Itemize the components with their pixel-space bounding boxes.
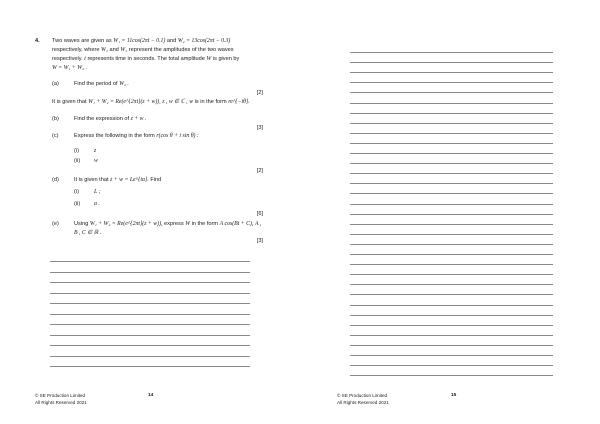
part-b-math: z + w . — [130, 116, 147, 122]
answer-line — [350, 143, 553, 144]
part-b-label: (b) — [52, 116, 59, 122]
footer-copyright: © SE Production Limited — [35, 393, 86, 398]
answer-line — [350, 52, 553, 53]
intro-text: Two waves are given as — [52, 38, 112, 44]
given-statement — [52, 99, 250, 106]
total-amplitude-formula: W = W₁ + W₂ . — [52, 65, 88, 71]
answer-line — [350, 335, 553, 336]
part-e-label: (e) — [52, 221, 59, 227]
intro-line-4 — [52, 65, 87, 72]
given-form: re^{−iθ}. — [228, 99, 250, 105]
right-page — [300, 0, 600, 424]
answer-line — [50, 282, 250, 283]
part-c-ii-math: w — [94, 158, 98, 164]
intro-text: and — [166, 38, 177, 44]
given-text: is in the form — [194, 99, 227, 105]
part-e-w: W — [185, 221, 191, 227]
intro-text: respectively, where — [52, 47, 100, 53]
part-c-label: (c) — [52, 133, 59, 139]
answer-line — [50, 366, 250, 367]
answer-line — [350, 284, 553, 285]
part-e-prompt: Using — [74, 221, 89, 227]
answer-line — [50, 303, 250, 304]
answer-line — [350, 214, 553, 215]
answer-line — [350, 274, 553, 275]
answer-line — [350, 113, 553, 114]
part-c-math: r(cos θ + i sin θ) : — [156, 133, 199, 139]
answer-line — [350, 173, 553, 174]
part-e-text — [74, 221, 261, 228]
answer-line — [50, 335, 250, 336]
answer-line — [350, 72, 553, 73]
answer-line — [350, 345, 553, 346]
part-e-form: A cos(Bt + C), — [219, 221, 254, 227]
part-d-text — [74, 177, 161, 184]
part-c-i-label: (i) — [74, 148, 79, 154]
part-d-i-label: (i) — [74, 189, 79, 195]
part-c-marks: [2] — [256, 168, 263, 174]
intro-line-2 — [52, 47, 234, 54]
answer-line — [350, 92, 553, 93]
w2-formula: W₂ = 13cos(2πt − 0.3) — [177, 38, 231, 44]
part-d-label: (d) — [52, 177, 59, 183]
part-d-i-math: L ; — [94, 189, 101, 195]
answer-line — [350, 62, 553, 63]
part-e-math: W₁ + W₂ = Re(e^{2πt}(z + w)), — [89, 221, 163, 227]
part-c-i-math: z — [94, 148, 97, 154]
part-e-domain: B , C ∈ ℝ . — [74, 230, 102, 236]
w1-symbol: W₁ — [101, 47, 108, 53]
answer-line — [350, 315, 553, 316]
answer-line — [350, 163, 553, 164]
answer-line — [350, 123, 553, 124]
answer-line — [350, 264, 553, 265]
intro-text: is given by — [212, 56, 240, 62]
answer-line — [50, 272, 250, 273]
part-e-express: express — [164, 221, 184, 227]
answer-line — [350, 325, 553, 326]
answer-line — [350, 294, 553, 295]
answer-line — [350, 305, 553, 306]
footer-rights: All Rights Reserved 2021 — [35, 400, 87, 405]
t-symbol: t — [84, 56, 86, 62]
intro-text: represent the amplitudes of the two waves — [128, 47, 234, 53]
intro-text: represents time in seconds. The total amplitude — [87, 56, 205, 62]
part-a-prompt: Find the period of — [74, 81, 118, 87]
part-b-marks: [3] — [256, 125, 263, 131]
answer-line — [350, 254, 553, 255]
part-e-marks: [3] — [256, 238, 263, 244]
footer-rights: All Rights Reserved 2021 — [337, 400, 389, 405]
answer-line — [350, 133, 553, 134]
answer-line — [350, 365, 553, 366]
part-a-text — [74, 81, 129, 88]
given-w: w — [189, 99, 194, 105]
part-c-ii-label: (ii) — [74, 158, 81, 164]
part-d-find: Find — [150, 177, 162, 183]
question-number: 4. — [35, 38, 40, 44]
intro-line-3 — [52, 56, 239, 63]
answer-line — [50, 345, 250, 346]
page-number: 15 — [451, 393, 457, 398]
answer-line — [350, 204, 553, 205]
answer-line — [350, 375, 553, 376]
given-formula: W₁ + W₂ = Re(e^{2πt}(z + w)), — [88, 99, 161, 105]
answer-line — [350, 183, 553, 184]
part-e-a: A , — [254, 221, 262, 227]
part-b-prompt: Find the expression of — [74, 116, 130, 122]
answer-line — [350, 82, 553, 83]
intro-line-1 — [52, 38, 230, 45]
part-b-text — [74, 116, 146, 123]
answer-line — [350, 103, 553, 104]
part-d-math: z + w = Le^{iα}. — [110, 177, 149, 183]
answer-line — [350, 234, 553, 235]
answer-line — [350, 153, 553, 154]
answer-line — [350, 224, 553, 225]
part-a-marks: [2] — [256, 90, 263, 96]
answer-line — [50, 324, 250, 325]
given-domain: z , w ∈ ℂ , — [162, 99, 188, 105]
w-symbol: W — [206, 56, 212, 62]
part-d-prompt: It is given that — [74, 177, 109, 183]
page-number: 14 — [148, 393, 154, 398]
w2-symbol: W₂ — [120, 47, 128, 53]
answer-line — [350, 193, 553, 194]
part-d-marks: [6] — [256, 211, 263, 217]
part-a-math: W₂ . — [119, 81, 129, 87]
answer-line — [50, 356, 250, 357]
intro-text: respectively. — [52, 56, 83, 62]
part-d-ii-label: (ii) — [74, 201, 81, 207]
part-a-label: (a) — [52, 81, 59, 87]
intro-text: and — [109, 47, 119, 53]
part-c-text — [74, 133, 199, 140]
part-d-ii-math: α . — [94, 201, 100, 207]
part-e-form-text: in the form — [191, 221, 219, 227]
answer-line — [50, 261, 250, 262]
footer-copyright: © SE Production Limited — [337, 393, 388, 398]
part-c-prompt: Express the following in the form — [74, 133, 155, 139]
answer-line — [50, 314, 250, 315]
given-text: It is given that — [52, 99, 87, 105]
answer-line — [350, 355, 553, 356]
w1-formula: W₁ = 11cos(2πt − 0.1) — [113, 38, 166, 44]
answer-line — [350, 244, 553, 245]
answer-line — [50, 293, 250, 294]
